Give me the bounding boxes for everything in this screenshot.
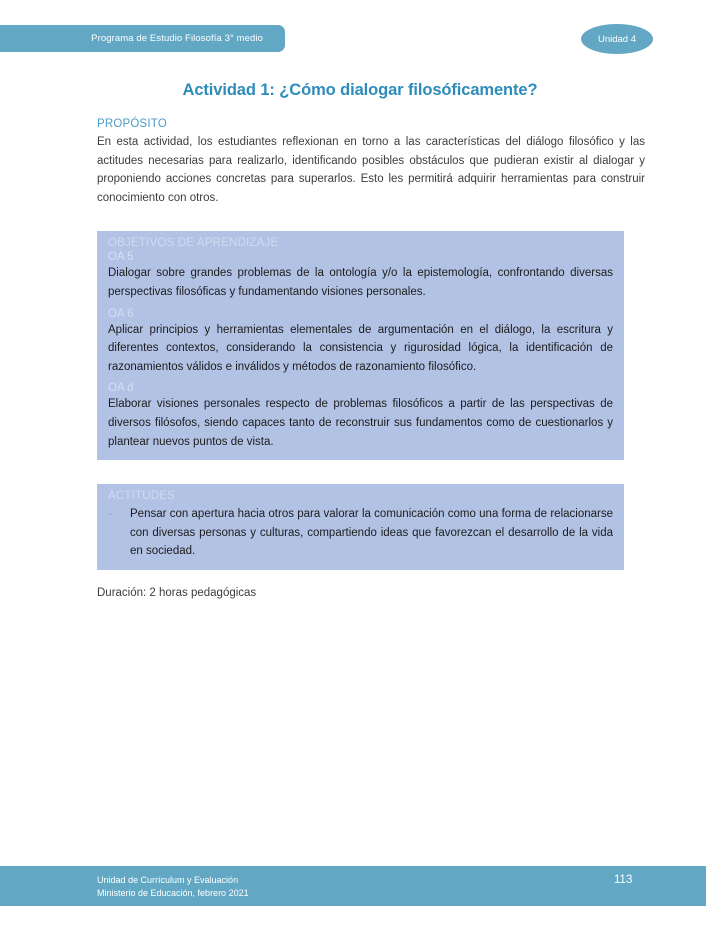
footer-line-2: Ministerio de Educación, febrero 2021 [97, 887, 249, 898]
list-item [108, 505, 613, 561]
proposito-section [97, 118, 645, 207]
program-header-band [0, 25, 285, 52]
unit-badge-label: Unidad 4 [597, 33, 637, 45]
footer-credits [97, 874, 249, 899]
objetivos-box [97, 231, 624, 460]
footer-line-1: Unidad de Currículum y Evaluación [97, 875, 239, 885]
page-title: Actividad 1: ¿Cómo dialogar filosóficamente? [182, 81, 538, 99]
program-title-label: Programa de Estudio Filosofía 3° medio [91, 33, 263, 44]
unit-badge [581, 24, 653, 54]
objetivos-heading: OBJETIVOS DE APRENDIZAJE [108, 237, 279, 250]
oa-text-3: Elaborar visiones personales respecto de problemas filosóficos a partir de las perspectivas de diversos filósofos, siendo capaces tanto de reconstruir sus fundamentos como de cuestionarlos y plantear nuevos puntos de vista. [108, 398, 613, 448]
proposito-text: En esta actividad, los estudiantes reflexionan en torno a las características del diálogo filosófico y las actitudes necesarias para realizarlo, identificando posibles obstáculos que pudieran existir al dialogar y proponiendo acciones concretas para superarlos. Esto les permitirá adquirir herramientas para construir conocimiento con otros. [97, 136, 645, 204]
duracion-text: Duración: 2 horas pedagógicas [97, 586, 257, 599]
proposito-heading: PROPÓSITO [97, 118, 167, 130]
oa-code-2: OA 6 [108, 307, 134, 320]
actitud-text-1: Pensar con apertura hacia otros para valorar la comunicación como una forma de relacionarse con diversas personas y culturas, compartiendo ideas que favorezcan el desarrollo de la vida en sociedad. [130, 508, 613, 558]
oa-text-2: Aplicar principios y herramientas elementales de argumentación en el diálogo, la escritura y diferentes contextos, considerando la consistencia y rigurosidad lógica, la identificación de razonamientos válidos e inválidos y métodos de razonamiento filosófico. [108, 323, 613, 373]
main-content [97, 118, 645, 603]
oa-text-1: Dialogar sobre grandes problemas de la ontología y/o la epistemología, confrontando diversas perspectivas filosóficas y fundamentando visiones personales. [108, 267, 613, 298]
dash-bullet-icon: - [108, 508, 112, 521]
oa-code-1: OA 5 [108, 251, 134, 264]
page-number: 113 [614, 874, 633, 886]
oa-code-3: OA d [108, 382, 134, 395]
actitudes-heading: ACTITUDES [108, 490, 175, 503]
actitudes-box [97, 484, 624, 570]
